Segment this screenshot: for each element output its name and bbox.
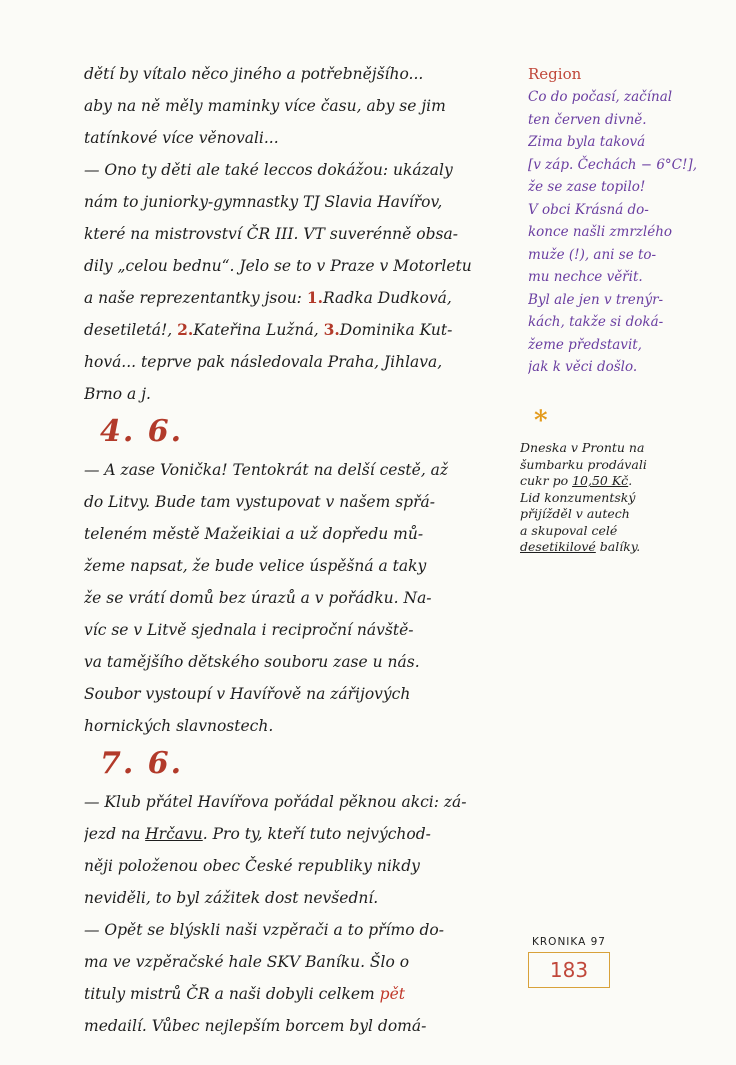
margin-line: Dneska v Prontu na: [520, 440, 645, 455]
medal-count: pět: [379, 985, 405, 1003]
package-size: desetikilové: [520, 539, 596, 554]
margin-line: [520, 539, 716, 556]
text-fragment: jezd na: [84, 825, 146, 843]
margin-sugar-note: [520, 440, 716, 556]
margin-line: jak k věci došlo.: [528, 359, 638, 375]
margin-line: konce našli zmrzlého: [528, 224, 673, 240]
text-line: neviděli, to byl zážitek dost nevšední.: [84, 889, 379, 907]
sugar-price: 10,50 Kč: [572, 473, 629, 488]
margin-line: V obci Krásná do-: [528, 201, 649, 218]
margin-line: že se zase topilo!: [528, 179, 646, 195]
text-line: hornických slavnostech.: [84, 717, 274, 735]
text-line: něji položenou obec České republiky nikdy: [84, 857, 420, 875]
asterisk-icon: *: [534, 406, 548, 436]
text-fragment: . Pro ty, kteří tuto nejvýchod-: [202, 825, 431, 843]
text-line: — Ono ty děti ale také leccos dokážou: ukázaly: [84, 161, 453, 179]
text-line: — Klub přátel Havířova pořádal pěknou akci: zá-: [84, 793, 467, 811]
margin-line: [v záp. Čechách − 6°C!],: [528, 156, 697, 173]
text-fragment: cukr po: [520, 473, 573, 488]
text-line: va tamějšího dětského souboru zase u nás.: [84, 653, 420, 671]
text-line: teleném městě Mažeikiai a už dopředu mů-: [84, 525, 424, 543]
text-line: [84, 978, 516, 1010]
margin-line: a skupoval celé: [520, 522, 618, 538]
text-fragment: .: [628, 473, 633, 488]
text-line: Brno a j.: [84, 385, 151, 403]
margin-line: ten červen divně.: [528, 111, 647, 128]
margin-region-note: [528, 62, 718, 379]
text-fragment: balíky.: [595, 539, 641, 554]
margin-line: Lid konzumentský: [520, 489, 636, 505]
text-fragment: Dominika Kut-: [339, 321, 453, 339]
text-fragment: Radka Dudková,: [323, 289, 452, 307]
place-number-2: 2.: [177, 320, 194, 339]
text-line: [84, 818, 516, 850]
margin-line: Co do počasí, začínal: [528, 89, 673, 105]
text-fragment: tituly mistrů ČR a naši dobyli celkem: [84, 985, 380, 1003]
text-line: nám to juniorky-gymnastky TJ Slavia Havířov,: [84, 193, 443, 211]
main-text-column: [84, 58, 516, 1042]
text-line: dily „celou bednu“. Jelo se to v Praze v Motorletu: [84, 257, 472, 275]
text-line: — Opět se blýskli naši vzpěrači a to přímo do-: [84, 921, 444, 939]
margin-line: kách, takže si doká-: [528, 314, 664, 330]
text-line: které na mistrovství ČR III. VT suverénně obsa-: [84, 225, 458, 243]
text-line: hová... teprve pak následovala Praha, Jihlava,: [84, 353, 443, 371]
podium-line: [84, 282, 516, 314]
text-line: dětí by vítalo něco jiného a potřebnějšího...: [84, 65, 424, 83]
margin-line: Byl ale jen v trenýr-: [528, 291, 664, 308]
text-line: medailí. Vůbec nejlepším borcem byl domá-: [84, 1017, 427, 1035]
chronicle-label: KRONIKA 97: [532, 936, 606, 948]
text-line: víc se v Litvě sjednala i reciproční návště-: [84, 621, 414, 639]
place-number-1: 1.: [306, 288, 324, 307]
place-name: Hrčavu: [145, 825, 203, 843]
margin-line: [520, 473, 716, 490]
margin-line: muže (!), ani se to-: [528, 246, 657, 263]
text-line: — A zase Vonička! Tentokrát na delší cestě, až: [84, 461, 449, 479]
margin-line: Zima byla taková: [528, 134, 646, 150]
text-fragment: Kateřina Lužná,: [193, 321, 319, 339]
text-fragment: a naše reprezentantky jsou:: [84, 289, 307, 307]
place-number-3: 3.: [323, 320, 340, 339]
margin-line: přijížděl v autech: [520, 506, 630, 521]
text-line: žeme napsat, že bude velice úspěšná a taky: [84, 557, 427, 575]
text-line: tatínkové více věnovali...: [84, 129, 279, 147]
date-heading: 4. 6.: [100, 414, 184, 449]
text-line: ma ve vzpěračské hale SKV Baníku. Šlo o: [84, 953, 410, 971]
margin-line: žeme představit,: [528, 336, 642, 353]
text-fragment: desetiletá!,: [84, 321, 173, 339]
margin-line: šumbarku prodávali: [520, 456, 647, 472]
date-heading: 7. 6.: [100, 746, 184, 781]
text-line: aby na ně měly maminky více času, aby se jim: [84, 97, 446, 115]
text-line: do Litvy. Bude tam vystupovat v našem spřá-: [84, 493, 435, 511]
podium-line: [84, 314, 516, 346]
margin-line: mu nechce věřit.: [528, 269, 643, 285]
text-line: Soubor vystoupí v Havířově na zářijových: [84, 685, 411, 703]
page-number: 183: [528, 952, 610, 988]
region-label: Region: [528, 65, 582, 83]
text-line: že se vrátí domů bez úrazů a v pořádku. Na-: [84, 589, 432, 607]
